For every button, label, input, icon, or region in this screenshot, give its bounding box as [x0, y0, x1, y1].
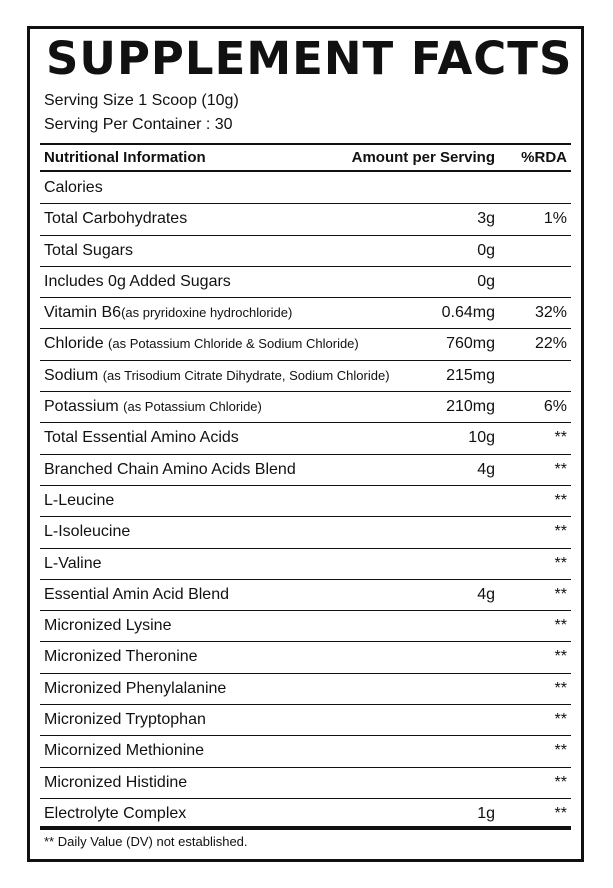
- nutrient-amount: 1g: [477, 804, 495, 822]
- nutrient-rda: 32%: [534, 304, 567, 322]
- nutrient-name: [44, 674, 226, 704]
- nutrient-name: [44, 204, 187, 234]
- nutrient-amount: 760mg: [446, 335, 495, 353]
- nutrient-source-note: (as Trisodium Citrate Dihydrate, Sodium Chloride): [102, 367, 390, 383]
- nutrient-name: [44, 486, 114, 516]
- nutrient-label: L-Leucine: [44, 491, 115, 509]
- nutrient-name: [44, 423, 239, 453]
- nutrient-rows: [40, 173, 571, 830]
- table-row: [40, 236, 571, 267]
- nutrient-name: [44, 736, 204, 766]
- nutrient-amount: 4g: [477, 460, 495, 478]
- nutrient-rda: **: [554, 460, 567, 478]
- nutrient-rda: **: [554, 711, 567, 729]
- nutrient-label: Micronized Theronine: [44, 648, 198, 666]
- header-name: Nutritional Information: [44, 149, 206, 166]
- table-row: [40, 705, 571, 736]
- nutrient-rda: **: [554, 554, 567, 572]
- nutrient-source-note: (as Potassium Chloride & Sodium Chloride): [108, 336, 359, 352]
- footnote: ** Daily Value (DV) not established.: [44, 834, 248, 849]
- header-divider: [40, 143, 571, 145]
- nutrient-amount: 215mg: [446, 366, 495, 384]
- nutrient-name: [44, 173, 103, 203]
- nutrient-rda: **: [554, 773, 567, 791]
- table-row: [40, 674, 571, 705]
- nutrient-amount: 0.64mg: [441, 304, 495, 322]
- footer-divider: [40, 826, 571, 830]
- nutrient-label: Micronized Tryptophan: [44, 711, 206, 729]
- nutrient-label: L-Isoleucine: [44, 523, 131, 541]
- nutrient-name: [44, 361, 390, 391]
- nutrient-rda: **: [554, 585, 567, 603]
- table-row: [40, 173, 571, 204]
- nutrient-label: Sodium: [44, 366, 103, 384]
- nutrient-rda: **: [554, 648, 567, 666]
- table-row: [40, 611, 571, 642]
- nutrient-label: Micronized Phenylalanine: [44, 679, 227, 697]
- nutrient-name: [44, 768, 187, 798]
- header-amount: Amount per Serving: [351, 149, 495, 166]
- table-row: [40, 486, 571, 517]
- nutrient-rda: **: [554, 617, 567, 635]
- table-row: [40, 267, 571, 298]
- nutrient-name: [44, 392, 262, 422]
- nutrient-label: Total Sugars: [44, 241, 133, 259]
- serving-size: Serving Size 1 Scoop (10g): [44, 92, 239, 109]
- table-row: [40, 423, 571, 454]
- nutrient-name: [44, 267, 231, 297]
- nutrient-label: L-Valine: [44, 554, 102, 572]
- nutrient-source-note: (as Potassium Chloride): [123, 399, 262, 415]
- nutrient-name: [44, 236, 133, 266]
- table-row: [40, 736, 571, 767]
- nutrient-amount: 4g: [477, 585, 495, 603]
- table-row: [40, 329, 571, 360]
- nutrient-label: Micronized Histidine: [44, 773, 188, 791]
- table-row: [40, 392, 571, 423]
- nutrient-label: Calories: [44, 179, 103, 196]
- nutrient-label: Micronized Lysine: [44, 617, 172, 635]
- table-row: [40, 361, 571, 392]
- table-row: [40, 455, 571, 486]
- nutrient-amount: 3g: [477, 210, 495, 228]
- nutrient-name: [44, 799, 186, 829]
- nutrient-rda: **: [554, 523, 567, 541]
- nutrient-rda: **: [554, 429, 567, 447]
- nutrient-rda: 1%: [543, 210, 567, 228]
- nutrient-source-note: (as pryridoxine hydrochloride): [121, 305, 293, 321]
- nutrient-name: [44, 611, 171, 641]
- table-row: [40, 768, 571, 799]
- nutrient-label: Includes 0g Added Sugars: [44, 272, 231, 290]
- nutrient-label: Essential Amin Acid Blend: [44, 585, 229, 603]
- nutrient-amount: 210mg: [446, 398, 495, 416]
- nutrient-rda: **: [554, 804, 567, 822]
- table-header: [40, 147, 571, 169]
- nutrient-name: [44, 580, 229, 610]
- table-row: [40, 517, 571, 548]
- nutrient-name: [44, 642, 198, 672]
- nutrient-label: Total Essential Amino Acids: [44, 429, 239, 447]
- nutrient-label: Branched Chain Amino Acids Blend: [44, 460, 296, 478]
- nutrient-name: [44, 329, 359, 359]
- servings-per-container: Serving Per Container : 30: [44, 116, 233, 133]
- nutrient-label: Vitamin B6: [44, 304, 122, 322]
- nutrient-label: Chloride: [44, 335, 109, 353]
- nutrient-name: [44, 517, 130, 547]
- nutrient-label: Total Carbohydrates: [44, 210, 188, 228]
- table-row: [40, 298, 571, 329]
- header-bottom-divider: [40, 170, 571, 172]
- nutrient-name: [44, 455, 296, 485]
- nutrient-rda: **: [554, 742, 567, 760]
- nutrient-amount: 10g: [468, 429, 495, 447]
- nutrient-name: [44, 705, 206, 735]
- nutrient-rda: **: [554, 491, 567, 509]
- nutrient-name: [44, 298, 292, 328]
- nutrient-rda: **: [554, 679, 567, 697]
- table-row: [40, 204, 571, 235]
- table-row: [40, 549, 571, 580]
- nutrient-label: Micornized Methionine: [44, 742, 205, 760]
- nutrient-rda: 6%: [543, 398, 567, 416]
- table-row: [40, 580, 571, 611]
- supplement-facts-panel: [27, 26, 584, 862]
- nutrient-amount: 0g: [477, 272, 495, 290]
- nutrient-name: [44, 549, 102, 579]
- header-rda: %RDA: [521, 149, 567, 166]
- panel-title: SUPPLEMENT FACTS: [46, 32, 573, 85]
- table-row: [40, 642, 571, 673]
- nutrient-label: Electrolyte Complex: [44, 804, 187, 822]
- nutrient-rda: 22%: [534, 335, 567, 353]
- nutrient-label: Potassium: [44, 398, 124, 416]
- nutrient-amount: 0g: [477, 241, 495, 259]
